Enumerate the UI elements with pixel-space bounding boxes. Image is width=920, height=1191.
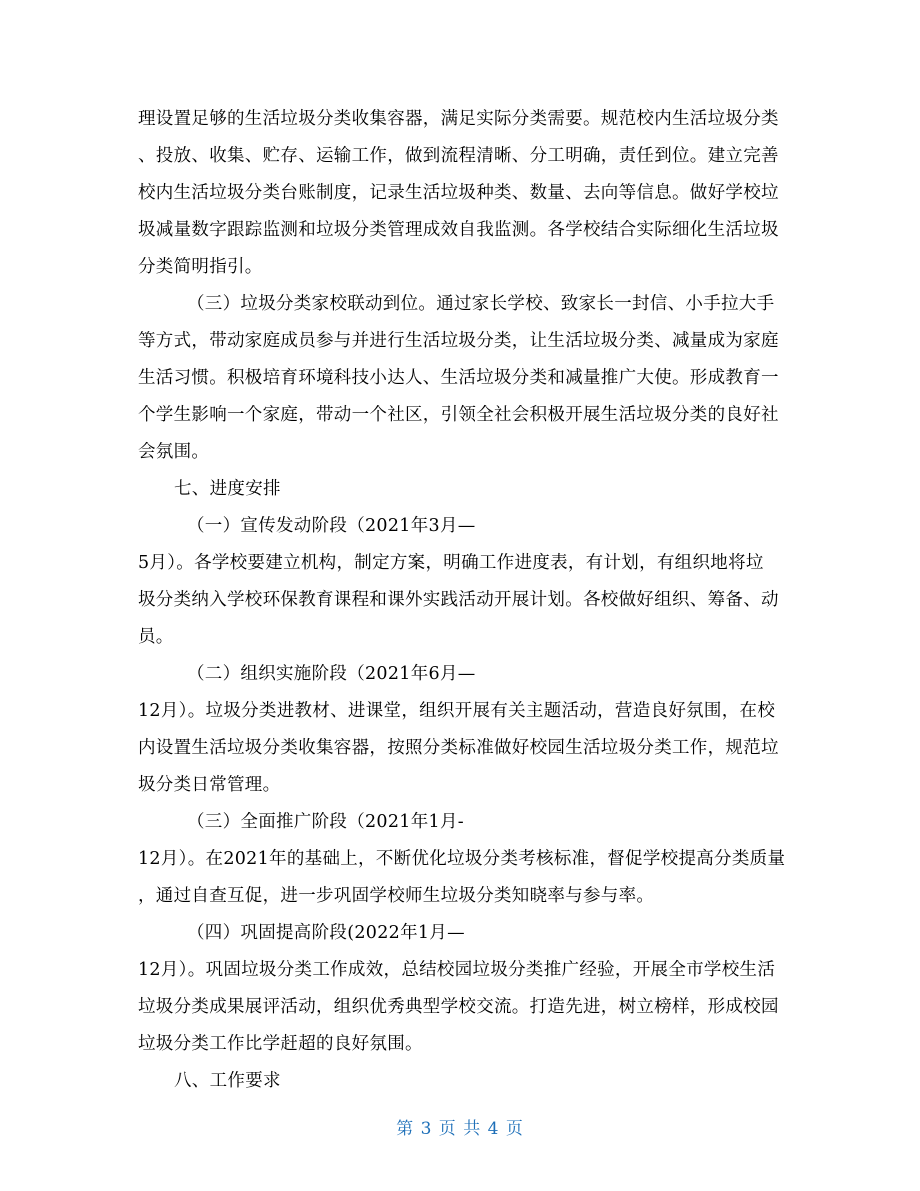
body-text-line: 圾分类纳入学校环保教育课程和课外实践活动开展计划。各校做好组织、筹备、动 (138, 590, 779, 610)
body-text-line: 生活习惯。积极培育环境科技小达人、生活垃圾分类和减量推广大使。形成教育一 (138, 368, 779, 388)
phase-heading-4: （四）巩固提高阶段(2022年1月— (187, 923, 465, 943)
body-text-line: 内设置生活垃圾分类收集容器，按照分类标准做好校园生活垃圾分类工作，规范垃 (138, 738, 779, 758)
page-number-footer: 第 3 页 共 4 页 (396, 1119, 524, 1139)
body-text-line: 圾减量数字跟踪监测和垃圾分类管理成效自我监测。各学校结合实际细化生活垃圾 (138, 220, 779, 240)
subsection-paragraph-start: （三）垃圾分类家校联动到位。通过家长学校、致家长一封信、小手拉大手 (187, 294, 775, 314)
body-text-line: 12月）。巩固垃圾分类工作成效，总结校园垃圾分类推广经验，开展全市学校生活 (138, 960, 776, 980)
phase-heading-1: （一）宣传发动阶段（2021年3月— (187, 516, 476, 536)
body-text-line: 垃圾分类工作比学赶超的良好氛围。 (138, 1034, 423, 1054)
body-text-line: 5月）。各学校要建立机构，制定方案，明确工作进度表，有计划，有组织地将垃 (138, 553, 764, 573)
body-text-line: 个学生影响一个家庭，带动一个社区，引领全社会积极开展生活垃圾分类的良好社 (138, 405, 779, 425)
phase-heading-3: （三）全面推广阶段（2021年1月- (187, 812, 464, 832)
body-text-line: 垃圾分类成果展评活动，组织优秀典型学校交流。打造先进，树立榜样，形成校园 (138, 997, 779, 1017)
phase-heading-2: （二）组织实施阶段（2021年6月— (187, 664, 476, 684)
body-text-line: 分类简明指引。 (138, 257, 263, 277)
section-heading-requirements: 八、工作要求 (174, 1071, 281, 1091)
body-text-line: 会氛围。 (138, 442, 210, 462)
body-text-line: 理设置足够的生活垃圾分类收集容器，满足实际分类需要。规范校内生活垃圾分类 (138, 109, 779, 129)
body-text-line: 、投放、收集、贮存、运输工作，做到流程清晰、分工明确，责任到位。建立完善 (138, 146, 779, 166)
body-text-line: 12月）。在2021年的基础上，不断优化垃圾分类考核标准，督促学校提高分类质量 (138, 849, 786, 869)
body-text-line: 等方式，带动家庭成员参与并进行生活垃圾分类，让生活垃圾分类、减量成为家庭 (138, 331, 779, 351)
section-heading-progress: 七、进度安排 (174, 479, 281, 499)
body-text-line: 校内生活垃圾分类台账制度，记录生活垃圾种类、数量、去向等信息。做好学校垃 (138, 183, 779, 203)
body-text-line: 圾分类日常管理。 (138, 775, 281, 795)
body-text-line: ，通过自查互促，进一步巩固学校师生垃圾分类知晓率与参与率。 (138, 886, 655, 906)
body-text-line: 12月）。垃圾分类进教材、进课堂，组织开展有关主题活动，营造良好氛围，在校 (138, 701, 776, 721)
body-text-line: 员。 (138, 627, 174, 647)
